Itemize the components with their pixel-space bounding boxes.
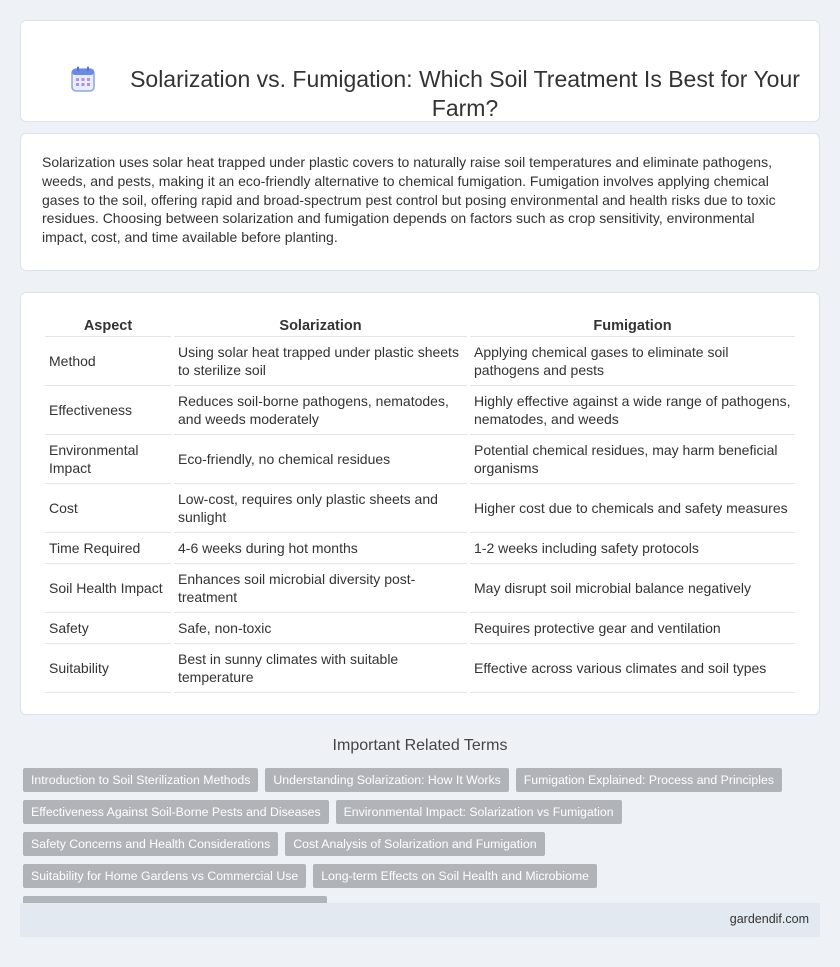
site-name[interactable]: gardendif.com [729,912,809,926]
related-term-tag[interactable]: Introduction to Soil Sterilization Methods [23,768,258,792]
related-terms-title: Important Related Terms [332,737,508,754]
fumigation-cell: Highly effective against a wide range of pathogens, nematodes, and weeds [470,386,795,435]
fumigation-cell: May disrupt soil microbial balance negatively [470,564,795,613]
solarization-cell: Safe, non-toxic [174,613,467,644]
related-term-tag[interactable]: Fumigation Explained: Process and Principles [516,768,782,792]
aspect-cell: Time Required [45,533,171,564]
related-term-tag[interactable]: Understanding Solarization: How It Works [265,768,508,792]
solarization-cell: Best in sunny climates with suitable temperature [174,644,467,693]
header-solarization: Solarization [174,315,467,337]
table-row [45,484,795,533]
comparison-table [42,315,798,693]
fumigation-cell: Applying chemical gases to eliminate soil pathogens and pests [470,337,795,386]
header-fumigation: Fumigation [470,315,795,337]
aspect-cell: Soil Health Impact [45,564,171,613]
related-term-tag[interactable]: Cost Analysis of Solarization and Fumigation [285,832,544,856]
footer [20,903,820,937]
page-title: Solarization vs. Fumigation: Which Soil Treatment Is Best for Your Farm? [130,66,800,121]
table-row [45,613,795,644]
calendar-icon [71,66,95,92]
aspect-cell: Safety [45,613,171,644]
solarization-cell: Eco-friendly, no chemical residues [174,435,467,484]
table-row [45,435,795,484]
aspect-cell: Cost [45,484,171,533]
related-term-tag[interactable]: Environmental Impact: Solarization vs Fumigation [336,800,622,824]
fumigation-cell: Requires protective gear and ventilation [470,613,795,644]
aspect-cell: Environmental Impact [45,435,171,484]
solarization-cell: Using solar heat trapped under plastic sheets to sterilize soil [174,337,467,386]
solarization-cell: Low-cost, requires only plastic sheets and sunlight [174,484,467,533]
related-term-tag[interactable]: Safety Concerns and Health Considerations [23,832,278,856]
related-term-tag[interactable]: Effectiveness Against Soil-Borne Pests and Diseases [23,800,329,824]
table-row [45,533,795,564]
fumigation-cell: Potential chemical residues, may harm beneficial organisms [470,435,795,484]
header-aspect: Aspect [45,315,171,337]
aspect-cell: Suitability [45,644,171,693]
solarization-cell: 4-6 weeks during hot months [174,533,467,564]
aspect-cell: Method [45,337,171,386]
table-row [45,644,795,693]
fumigation-cell: Higher cost due to chemicals and safety measures [470,484,795,533]
table-row [45,337,795,386]
intro-paragraph: Solarization uses solar heat trapped under plastic covers to naturally raise soil temperatures and eliminate pathogens, weeds, and pests, making it an eco-friendly alternative to chemical fumigation. Fumigation involves applying chemical gases to the soil, offering rapid and broad-spectrum pest control but posing environmental and health risks due to toxic residues. Choosing between solarization and fumigation depends on factors such as crop sensitivity, environmental impact, cost, and time available before planting. [42,154,776,246]
related-terms-list [23,768,823,920]
solarization-cell: Enhances soil microbial diversity post-treatment [174,564,467,613]
related-term-tag[interactable]: Suitability for Home Gardens vs Commercial Use [23,864,306,888]
related-term-tag[interactable]: Long-term Effects on Soil Health and Microbiome [313,864,597,888]
aspect-cell: Effectiveness [45,386,171,435]
table-row [45,564,795,613]
intro-card [20,133,820,271]
header-card [20,20,820,122]
fumigation-cell: 1-2 weeks including safety protocols [470,533,795,564]
fumigation-cell: Effective across various climates and soil types [470,644,795,693]
table-header-row [45,315,795,337]
comparison-table-card [20,292,820,715]
table-row [45,386,795,435]
solarization-cell: Reduces soil-borne pathogens, nematodes, and weeds moderately [174,386,467,435]
